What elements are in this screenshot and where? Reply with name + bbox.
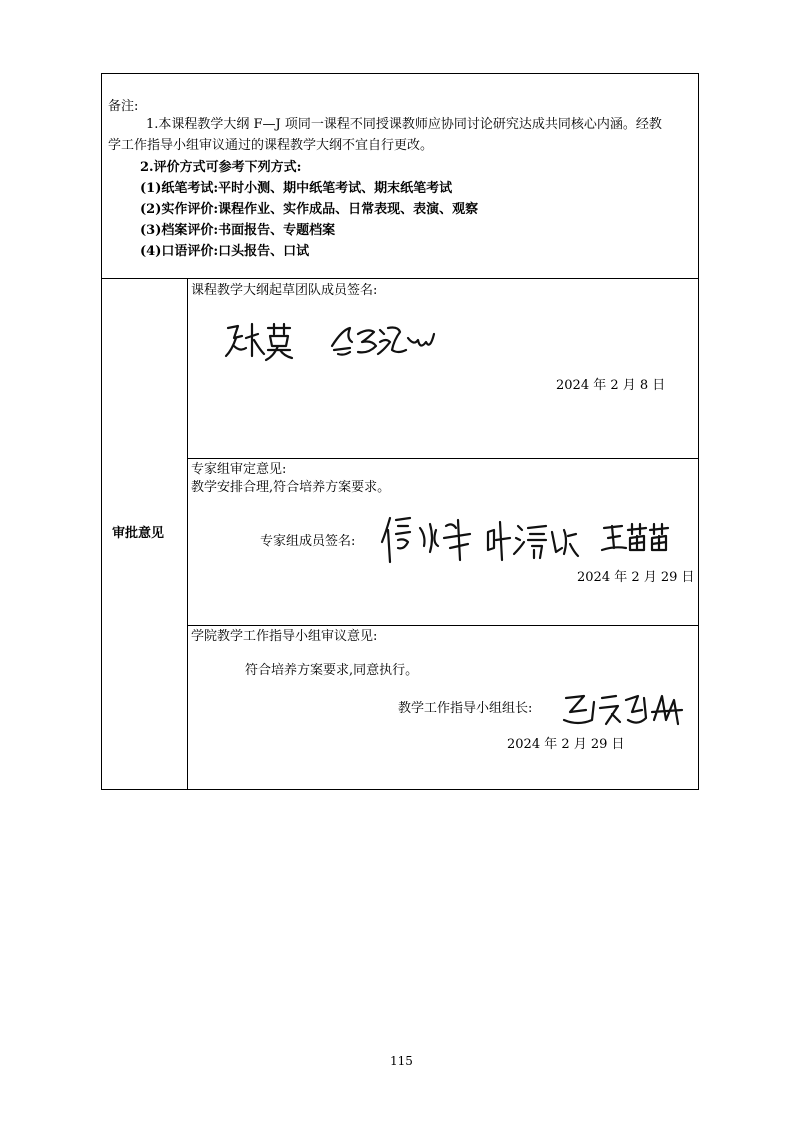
signature-drafter-1 (222, 320, 294, 362)
signature-expert-3 (600, 520, 672, 556)
notes-item1-line2: 学工作指导小组审议通过的课程教学大纲不宜自行更改。 (108, 138, 434, 153)
expert-date: 2024 年 2 月 29 日 (577, 570, 695, 585)
method-item: (4)口语评价:口头报告、口试 (140, 244, 310, 259)
drafting-date: 2024 年 2 月 8 日 (556, 378, 666, 393)
divider-college (187, 625, 699, 626)
signature-expert-2 (484, 518, 580, 562)
expert-opinion: 教学安排合理,符合培养方案要求。 (191, 480, 391, 495)
signature-drafter-2 (328, 320, 436, 360)
divider-notes (101, 278, 699, 279)
page-number: 115 (390, 1054, 413, 1068)
divider-expert (187, 458, 699, 459)
college-leader-label: 教学工作指导小组组长: (398, 701, 533, 716)
college-title: 学院教学工作指导小组审议意见: (191, 629, 378, 644)
college-date: 2024 年 2 月 29 日 (507, 737, 625, 752)
approval-label: 审批意见 (112, 526, 165, 541)
divider-label-column (187, 278, 188, 790)
method-item: (1)纸笔考试:平时小测、期中纸笔考试、期末纸笔考试 (140, 181, 453, 196)
expert-title: 专家组审定意见: (191, 462, 287, 477)
signature-expert-1 (380, 512, 476, 564)
college-opinion: 符合培养方案要求,同意执行。 (245, 663, 419, 678)
method-item: (3)档案评价:书面报告、专题档案 (140, 223, 336, 238)
notes-item2-heading: 2.评价方式可参考下列方式: (140, 160, 302, 175)
expert-sign-label: 专家组成员签名: (260, 534, 356, 549)
drafting-title: 课程教学大纲起草团队成员签名: (191, 283, 378, 298)
notes-heading: 备注: (108, 99, 139, 114)
signature-college-leader (558, 690, 684, 730)
method-item: (2)实作评价:课程作业、实作成品、日常表现、表演、观察 (140, 202, 479, 217)
notes-item1-line1: 1.本课程教学大纲 F—J 项同一课程不同授课教师应协同讨论研究达成共同核心内涵。经教 (146, 117, 662, 132)
